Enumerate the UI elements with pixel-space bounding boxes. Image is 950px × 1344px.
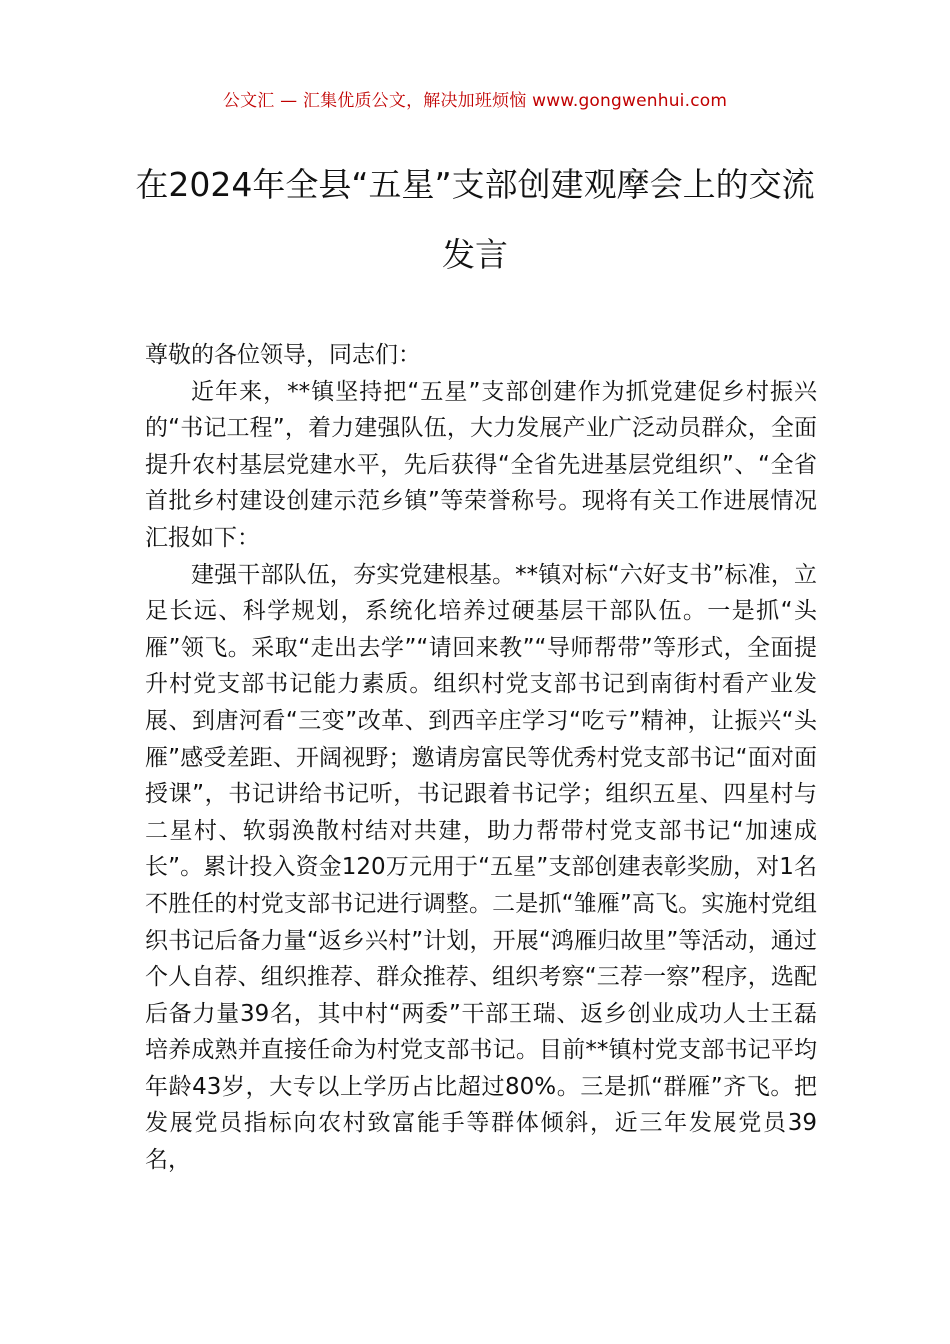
document-title: 在2024年全县“五星”支部创建观摩会上的交流发言 [135,165,815,274]
paragraph-intro: 近年来，**镇坚持把“五星”支部创建作为抓党建促乡村振兴的“书记工程”，着力建强队伍，大力发展产业广泛动员群众，全面提升农村基层党建水平，先后获得“全省先进基层党组织”、“全省首批乡村建设创建示范乡镇”等荣誉称号。现将有关工作进展情况汇报如下： [145,378,817,551]
document-body [145,337,817,1179]
header-banner[interactable]: 公文汇 — 汇集优质公文，解决加班烦恼 www.gongwenhui.com [222,91,728,111]
paragraph-cadre-team: 建强干部队伍，夯实党建根基。**镇对标“六好支书”标准，立足长远、科学规划，系统化培养过硬基层干部队伍。一是抓“头雁”领飞。采取“走出去学”“请回来教”“导师帮带”等形式，全面提升村党支部书记能力素质。组织村党支部书记到南街村看产业发展、到唐河看“三变”改革、到西辛庄学习“吃亏”精神，让振兴“头雁”感受差距、开阔视野；邀请房富民等优秀村党支部书记“面对面授课”，书记讲给书记听，书记跟着书记学；组织五星、四星村与二星村、软弱涣散村结对共建，助力帮带村党支部书记“加速成长”。累计投入资金120万元用于“五星”支部创建表彰奖励，对1名不胜任的村党支部书记进行调整。二是抓“雏雁”高飞。实施村党组织书记后备力量“返乡兴村”计划，开展“鸿雁归故里”等活动，通过个人自荐、组织推荐、群众推荐、组织考察“三荐一察”程序，选配后备力量39名，其中村“两委”干部王瑞、返乡创业成功人士王磊培养成熟并直接任命为村党支部书记。目前**镇村党支部书记平均年龄43岁，大专以上学历占比超过80%。三是抓“群雁”齐飞。把发展党员指标向农村致富能手等群体倾斜，近三年发展党员39名， [145,561,817,1174]
salutation: 尊敬的各位领导，同志们： [145,342,421,368]
